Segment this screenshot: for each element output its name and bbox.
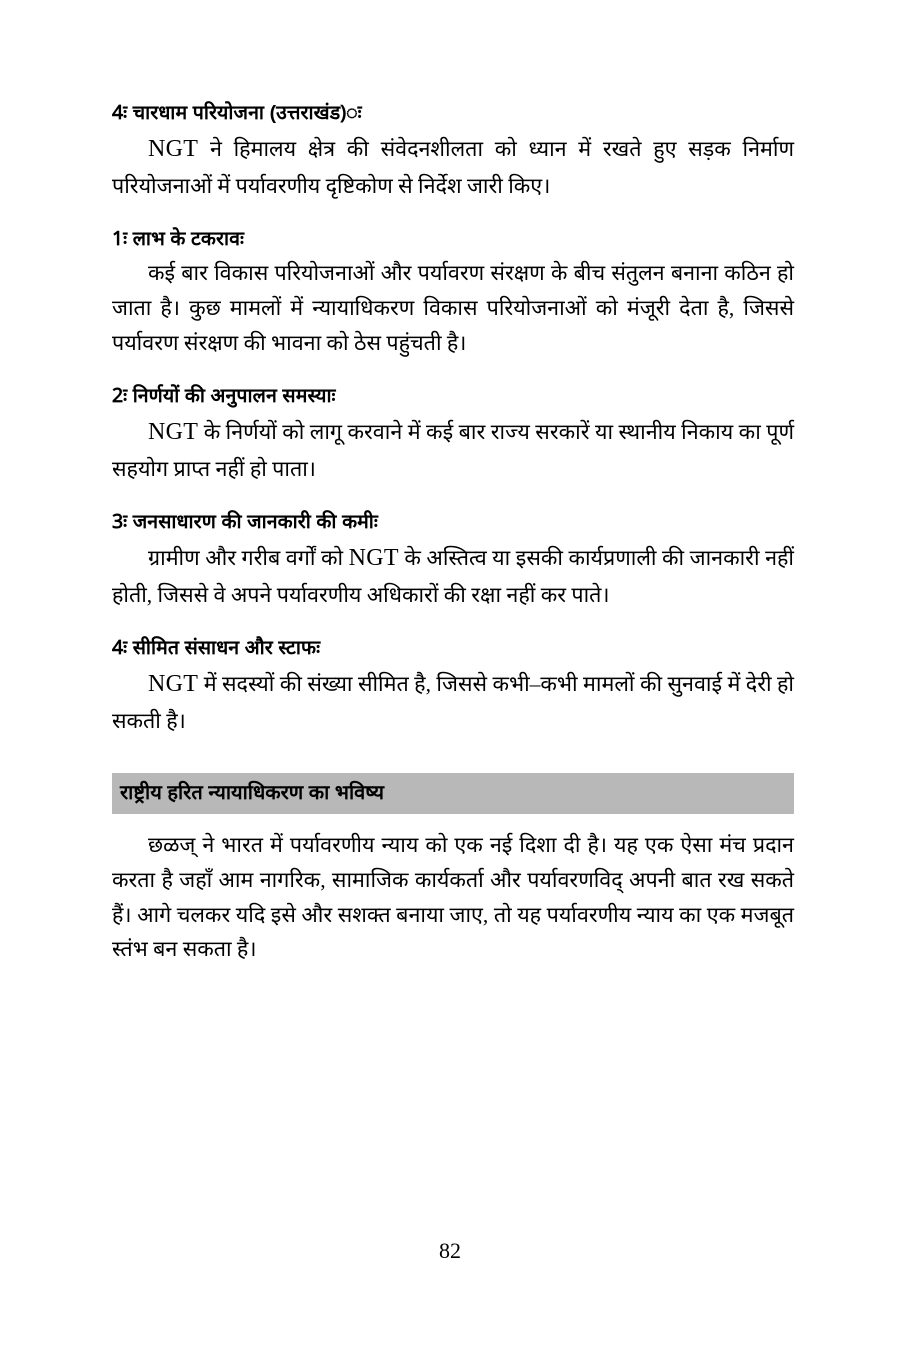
- section-paragraph-public-awareness-text: के अस्तित्व या इसकी कार्यप्रणाली की जानकारी नहीं होती, जिससे वे अपने पर्यावरणीय अधिकारों की रक्षा नहीं कर पाते।: [112, 546, 794, 608]
- ngt-abbreviation: NGT: [148, 671, 199, 698]
- section-paragraph-compliance: [112, 413, 794, 487]
- section-heading-conflict-of-interest: 1ः लाभ के टकरावः: [112, 228, 245, 251]
- section-paragraph-public-awareness-lead: ग्रामीण और गरीब वर्गों को: [148, 546, 349, 571]
- section-heading-public-awareness: 3ः जनसाधारण की जानकारी की कमीः: [112, 510, 378, 533]
- ngt-abbreviation: NGT: [348, 545, 399, 572]
- ngt-abbreviation: NGT: [148, 136, 199, 163]
- section-heading-chardham: 4ः चारधाम परियोजना (उत्तराखंड)ः: [112, 102, 362, 124]
- section-paragraph-limited-resources: [112, 665, 794, 739]
- ngt-abbreviation: NGT: [148, 419, 199, 446]
- section-paragraph-compliance-text: के निर्णयों को लागू करवाने में कई बार राज्य सरकारें या स्थानीय निकाय का पूर्ण सहयोग प्राप्त नहीं हो पाता।: [112, 420, 794, 481]
- section-paragraph-public-awareness: [112, 539, 794, 613]
- section-paragraph-chardham: [112, 130, 794, 204]
- section-band-heading-future: राष्ट्रीय हरित न्यायाधिकरण का भविष्य: [112, 773, 794, 814]
- section-paragraph-conflict-of-interest: कई बार विकास परियोजनाओं और पर्यावरण संरक्षण के बीच संतुलन बनाना कठिन हो जाता है। कुछ मामलों में न्यायाधिकरण विकास परियोजनाओं को मंजूरी देता है, जिससे पर्यावरण संरक्षण की भावना को ठेस पहुंचती है।: [112, 261, 794, 355]
- closing-paragraph: छळज् ने भारत में पर्यावरणीय न्याय को एक नई दिशा दी है। यह एक ऐसा मंच प्रदान करता है जहाँ आम नागरिक, सामाजिक कार्यकर्ता और पर्यावरणविद् अपनी बात रख सकते हैं। आगे चलकर यदि इसे और सशक्त बनाया जाए, तो यह पर्यावरणीय न्याय का एक मजबूत स्तंभ बन सकता है।: [112, 832, 794, 962]
- section-heading-limited-resources: 4ः सीमित संसाधन और स्टाफः: [112, 636, 321, 659]
- section-heading-compliance: 2ः निर्णयों की अनुपालन समस्याः: [112, 384, 336, 407]
- section-paragraph-chardham-text: ने हिमालय क्षेत्र की संवेदनशीलता को ध्यान में रखते हुए सड़क निर्माण परियोजनाओं में पर्यावरणीय दृष्टिकोण से निर्देश जारी किए।: [112, 137, 794, 199]
- section-paragraph-limited-resources-text: में सदस्यों की संख्या सीमित है, जिससे कभी–कभी मामलों की सुनवाई में देरी हो सकती है।: [112, 672, 794, 734]
- page-content: [112, 100, 794, 967]
- page-number: 82: [439, 1238, 461, 1263]
